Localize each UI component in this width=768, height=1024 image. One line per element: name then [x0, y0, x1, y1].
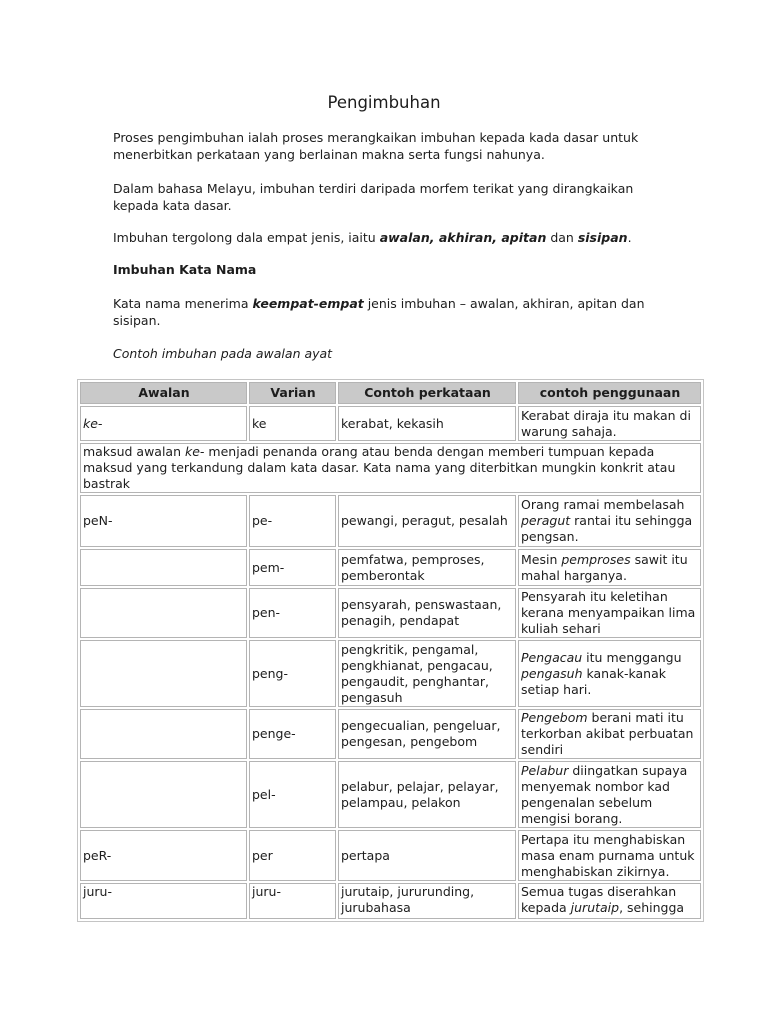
cell-varian: per — [249, 830, 336, 881]
usage-text: , sehingga — [619, 900, 685, 915]
usage-text: rantai itu sehingga pengsan. — [521, 513, 693, 544]
emphasis-text: Pengebom — [521, 710, 588, 725]
usage-text: Kerabat diraja itu makan di warung sahaja. — [521, 407, 691, 439]
cell-penjelasan — [80, 443, 701, 493]
cell-contoh-penggunaan — [518, 709, 701, 759]
usage-text: Pensyarah itu keletihan kerana menyampaikan lima kuliah sehari — [521, 589, 696, 636]
cell-awalan — [80, 761, 247, 828]
emphasis-text: keempat-empat — [252, 296, 364, 311]
paragraph-definition: Proses pengimbuhan ialah proses merangkaikan imbuhan kepada kada dasar untuk menerbitkan perkataan yang berlainan makna serta fungsi nahunya. — [113, 130, 639, 162]
cell-contoh-perkataan: pensyarah, penswastaan, penagih, pendapat — [338, 588, 516, 638]
cell-contoh-perkataan: pengkritik, pengamal, pengkhianat, pengacau, pengaudit, penghantar, pengasuh — [338, 640, 516, 707]
cell-awalan: peN- — [80, 495, 247, 547]
cell-varian: pen- — [249, 588, 336, 638]
cell-varian: penge- — [249, 709, 336, 759]
page-title: Pengimbuhan — [327, 93, 441, 112]
paragraph-text: Kata nama menerima — [113, 296, 253, 311]
table-row — [80, 443, 701, 493]
awalan-table — [77, 379, 704, 922]
emphasis-text: Pengacau — [521, 649, 583, 665]
usage-text: berani mati itu terkorban akibat perbuatan sendiri — [521, 710, 694, 757]
cell-contoh-penggunaan — [518, 406, 701, 441]
cell-varian: juru- — [249, 883, 336, 919]
table-row — [80, 406, 701, 441]
cell-awalan — [80, 549, 247, 586]
table-row — [80, 883, 701, 919]
cell-varian: ke — [249, 406, 336, 441]
header-awalan: Awalan — [80, 382, 247, 404]
table-header-row — [80, 382, 701, 404]
cell-contoh-penggunaan — [518, 761, 701, 828]
table-row — [80, 761, 701, 828]
paragraph-jenis-imbuhan — [113, 229, 665, 246]
cell-contoh-penggunaan — [518, 640, 701, 707]
usage-text: diingatkan supaya menyemak nombor kad pengenalan sebelum mengisi borang. — [521, 762, 688, 826]
cell-contoh-perkataan: jurutaip, jururunding, jurubahasa — [338, 883, 516, 919]
section-heading: Imbuhan Kata Nama — [113, 262, 257, 277]
paragraph-bahasa-melayu: Dalam bahasa Melayu, imbuhan terdiri daripada morfem terikat yang dirangkaikan kepada kata dasar. — [113, 181, 634, 213]
cell-contoh-penggunaan — [518, 883, 701, 919]
emphasis-text: Pelabur — [521, 762, 569, 778]
usage-text: kanak-kanak setiap hari. — [521, 665, 666, 697]
table-row — [80, 640, 701, 707]
cell-varian: pem- — [249, 549, 336, 586]
cell-awalan: juru- — [80, 883, 247, 919]
cell-contoh-perkataan: pengecualian, pengeluar, pengesan, pengebom — [338, 709, 516, 759]
cell-contoh-penggunaan — [518, 495, 701, 547]
usage-text: itu menggangu — [582, 649, 682, 665]
prefix-text: ke- — [83, 415, 103, 431]
cell-contoh-perkataan: kerabat, kekasih — [338, 406, 516, 441]
cell-awalan — [80, 709, 247, 759]
cell-varian: pel- — [249, 761, 336, 828]
header-contoh-perkataan: Contoh perkataan — [338, 382, 516, 404]
table-row — [80, 830, 701, 881]
cell-contoh-perkataan: pemfatwa, pemproses, pemberontak — [338, 549, 516, 586]
usage-text: Mesin — [521, 551, 562, 567]
emphasis-text: peragut — [521, 513, 571, 528]
emphasis-text: sisipan — [577, 230, 628, 245]
table-caption: Contoh imbuhan pada awalan ayat — [113, 346, 333, 361]
cell-varian: peng- — [249, 640, 336, 707]
cell-contoh-perkataan: pewangi, peragut, pesalah — [338, 495, 516, 547]
paragraph-text: jenis imbuhan – awalan, akhiran, apitan dan sisipan. — [113, 296, 645, 328]
header-varian: Varian — [249, 382, 336, 404]
cell-awalan — [80, 640, 247, 707]
emphasis-text: pengasuh — [521, 665, 583, 681]
cell-contoh-penggunaan — [518, 588, 701, 638]
usage-text: sawit itu mahal harganya. — [521, 551, 688, 583]
note-text: maksud awalan — [83, 444, 185, 459]
cell-awalan: peR- — [80, 830, 247, 881]
emphasis-text: awalan, akhiran, apitan — [379, 230, 547, 245]
note-text: menjadi penanda orang atau benda dengan memberi tumpuan kepada maksud yang terkandung dalam kata dasar. Kata nama yang diterbitkan mungkin konkrit atau bastrak — [83, 444, 676, 491]
cell-awalan — [80, 406, 247, 441]
paragraph-text: . — [627, 230, 632, 245]
cell-contoh-perkataan: pelabur, pelajar, pelayar, pelampau, pelakon — [338, 761, 516, 828]
cell-contoh-perkataan: pertapa — [338, 830, 516, 881]
usage-text: Pertapa itu menghabiskan masa enam purnama untuk menghabiskan zikirnya. — [521, 831, 695, 879]
paragraph-text: Imbuhan tergolong dala empat jenis, iaitu — [113, 230, 380, 245]
emphasis-text: ke- — [185, 444, 205, 459]
table-row — [80, 588, 701, 638]
cell-varian: pe- — [249, 495, 336, 547]
paragraph-kata-nama — [113, 295, 665, 329]
emphasis-text: jurutaip — [570, 900, 620, 915]
cell-awalan — [80, 588, 247, 638]
table-row — [80, 495, 701, 547]
header-contoh-penggunaan: contoh penggunaan — [518, 382, 701, 404]
usage-text: Semua tugas diserahkan kepada — [521, 884, 677, 915]
paragraph-text: dan — [546, 230, 578, 245]
usage-text: Orang ramai membelasah — [521, 497, 685, 512]
emphasis-text: pemproses — [561, 551, 631, 567]
cell-contoh-penggunaan — [518, 549, 701, 586]
table-row — [80, 549, 701, 586]
table-row — [80, 709, 701, 759]
cell-contoh-penggunaan — [518, 830, 701, 881]
